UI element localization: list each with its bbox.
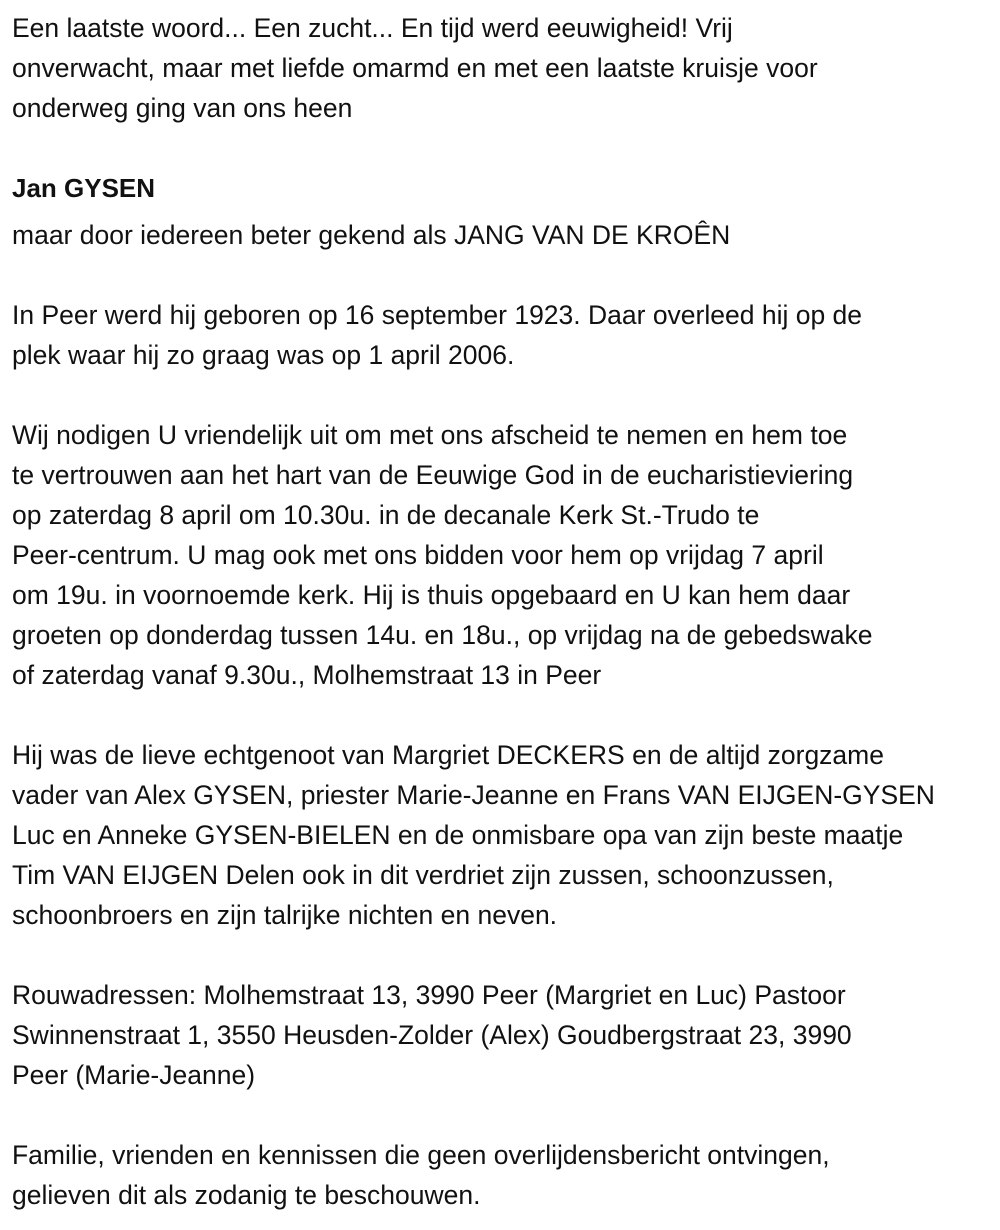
text-line: maar door iedereen beter gekend als JANG VAN DE KROÊN [12, 220, 731, 250]
text-line: vader van Alex GYSEN, priester Marie-Jeanne en Frans VAN EIJGEN-GYSEN [12, 780, 935, 810]
closing-paragraph [12, 1135, 1000, 1215]
text-line: Familie, vrienden en kennissen die geen overlijdensbericht ontvingen, [12, 1140, 830, 1170]
text-line: Peer-centrum. U mag ook met ons bidden voor hem op vrijdag 7 april [12, 540, 824, 570]
text-line: of zaterdag vanaf 9.30u., Molhemstraat 13 in Peer [12, 660, 602, 690]
invitation-paragraph [12, 415, 1000, 695]
deceased-name: Jan GYSEN [12, 173, 156, 203]
text-line: schoonbroers en zijn talrijke nichten en neven. [12, 900, 558, 930]
text-line: Luc en Anneke GYSEN-BIELEN en de onmisbare opa van zijn beste maatje [12, 820, 904, 850]
text-line: groeten op donderdag tussen 14u. en 18u., op vrijdag na de gebedswake [12, 620, 873, 650]
family-paragraph [12, 735, 1000, 935]
text-line: Peer (Marie-Jeanne) [12, 1060, 256, 1090]
text-line: onverwacht, maar met liefde omarmd en met een laatste kruisje voor [12, 53, 818, 83]
text-line: Rouwadressen: Molhemstraat 13, 3990 Peer (Margriet en Luc) Pastoor [12, 980, 846, 1010]
text-line: om 19u. in voornoemde kerk. Hij is thuis opgebaard en U kan hem daar [12, 580, 851, 610]
text-line: gelieven dit als zodanig te beschouwen. [12, 1180, 481, 1210]
text-line: onderweg ging van ons heen [12, 93, 353, 123]
text-line: te vertrouwen aan het hart van de Eeuwige God in de eucharistieviering [12, 460, 854, 490]
intro-paragraph [12, 8, 1000, 128]
text-line: Swinnenstraat 1, 3550 Heusden-Zolder (Alex) Goudbergstraat 23, 3990 [12, 1020, 852, 1050]
text-line: Hij was de lieve echtgenoot van Margriet DECKERS en de altijd zorgzame [12, 740, 884, 770]
text-line: op zaterdag 8 april om 10.30u. in de decanale Kerk St.-Trudo te [12, 500, 760, 530]
text-line: In Peer werd hij geboren op 16 september 1923. Daar overleed hij op de [12, 300, 863, 330]
text-line: Tim VAN EIJGEN Delen ook in dit verdriet zijn zussen, schoonzussen, [12, 860, 834, 890]
text-line: plek waar hij zo graag was op 1 april 2006. [12, 340, 515, 370]
birth-paragraph [12, 295, 1000, 375]
nickname-paragraph [12, 215, 1000, 255]
text-line: Wij nodigen U vriendelijk uit om met ons afscheid te nemen en hem toe [12, 420, 848, 450]
text-line: Een laatste woord... Een zucht... En tijd werd eeuwigheid! Vrij [12, 13, 733, 43]
addresses-paragraph [12, 975, 1000, 1095]
